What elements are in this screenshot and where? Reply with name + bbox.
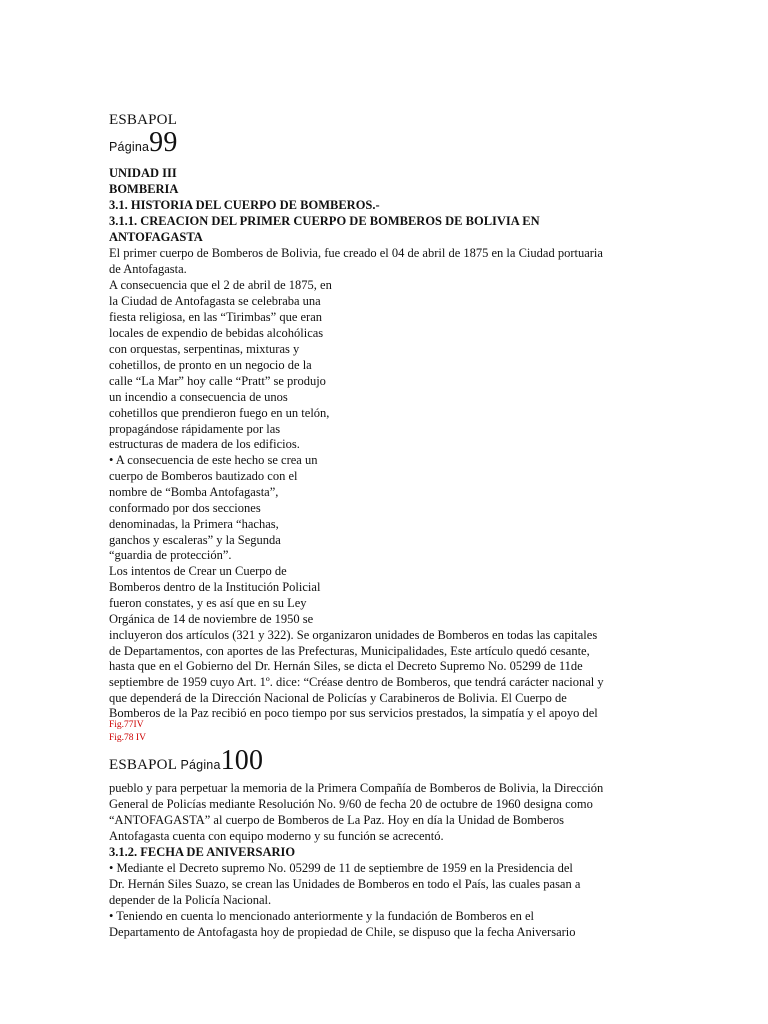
body-line: cohetillos, de pronto en un negocio de la [109, 358, 312, 372]
subsection-heading: 3.1.1. CREACION DEL PRIMER CUERPO DE BOMBEROS DE BOLIVIA EN [109, 214, 540, 228]
body-line: • Mediante el Decreto supremo No. 05299 de 11 de septiembre de 1959 en la Presidencia del [109, 861, 573, 875]
page-number: 100 [220, 745, 264, 776]
body-line: un incendio a consecuencia de unos [109, 390, 288, 404]
body-line: cuerpo de Bomberos bautizado con el [109, 469, 298, 483]
body-line: que dependerá de la Dirección Nacional de Policías y Carabineros de Bolivia. El Cuerpo de [109, 691, 567, 705]
body-line: “ANTOFAGASTA” al cuerpo de Bomberos de La Paz. Hoy en día la Unidad de Bomberos [109, 813, 565, 827]
body-line: Bomberos dentro de la Institución Policial [109, 580, 321, 594]
page-label: Página [180, 758, 221, 772]
running-header: ESBAPOL [109, 112, 178, 128]
figure-reference: Fig.78 IV [109, 733, 146, 743]
body-line: de Departamentos, con aportes de las Prefecturas, Municipalidades, Este artículo quedó cesante, [109, 644, 590, 658]
body-line: Departamento de Antofagasta hoy de propiedad de Chile, se dispuso que la fecha Aniversario [109, 925, 576, 939]
body-line: Orgánica de 14 de noviembre de 1950 se [109, 612, 314, 626]
body-line: propagándose rápidamente por las [109, 422, 281, 436]
body-line: la Ciudad de Antofagasta se celebraba una [109, 294, 321, 308]
page-number: 99 [149, 127, 178, 158]
page-header-2 [109, 745, 264, 776]
body-line: depender de la Policía Nacional. [109, 893, 272, 907]
body-line: pueblo y para perpetuar la memoria de la Primera Compañía de Bomberos de Bolivia, la Dirección [109, 781, 604, 795]
body-line: Dr. Hernán Siles Suazo, se crean las Unidades de Bomberos en todo el País, las cuales pasan a [109, 877, 581, 891]
figure-reference: Fig.77IV [109, 720, 144, 730]
body-line: Bomberos de la Paz recibió en poco tiempo por sus servicios prestados, la simpatía y el apoyo del [109, 706, 598, 720]
running-header: ESBAPOL [109, 757, 177, 773]
body-line: hasta que en el Gobierno del Dr. Hernán Siles, se dicta el Decreto Supremo No. 05299 de 11de [109, 659, 583, 673]
body-line: septiembre de 1959 cuyo Art. 1º. dice: “Créase dentro de Bomberos, que tendrá carácter nacional y [109, 675, 604, 689]
section-heading: 3.1. HISTORIA DEL CUERPO DE BOMBEROS.- [109, 198, 380, 212]
body-line: cohetillos que prendieron fuego en un telón, [109, 406, 330, 420]
body-line: • Teniendo en cuenta lo mencionado anteriormente y la fundación de Bomberos en el [109, 909, 534, 923]
body-line: locales de expendio de bebidas alcohólicas [109, 326, 324, 340]
body-line: de Antofagasta. [109, 262, 187, 276]
body-line: A consecuencia que el 2 de abril de 1875, en [109, 278, 332, 292]
body-line: denominadas, la Primera “hachas, [109, 517, 279, 531]
body-line: • A consecuencia de este hecho se crea un [109, 453, 318, 467]
body-line: Antofagasta cuenta con equipo moderno y su función se acrecentó. [109, 829, 444, 843]
body-line: ganchos y escaleras” y la Segunda [109, 533, 281, 547]
page-number-block [109, 127, 178, 158]
body-line: incluyeron dos artículos (321 y 322). Se organizaron unidades de Bomberos en todas las capitales [109, 628, 598, 642]
body-line: conformado por dos secciones [109, 501, 261, 515]
body-line: General de Policías mediante Resolución No. 9/60 de fecha 20 de octubre de 1960 designa como [109, 797, 593, 811]
body-line: fueron constates, y es así que en su Ley [109, 596, 307, 610]
subsection-heading-cont: ANTOFAGASTA [109, 230, 203, 244]
body-line: calle “La Mar” hoy calle “Pratt” se produjo [109, 374, 326, 388]
body-line: Los intentos de Crear un Cuerpo de [109, 564, 287, 578]
body-line: fiesta religiosa, en las “Tirimbas” que eran [109, 310, 323, 324]
body-line: estructuras de madera de los edificios. [109, 437, 300, 451]
body-line: nombre de “Bomba Antofagasta”, [109, 485, 279, 499]
section-heading: 3.1.2. FECHA DE ANIVERSARIO [109, 845, 296, 859]
body-line: “guardia de protección”. [109, 548, 232, 562]
page-label: Página [109, 140, 150, 154]
body-line: con orquestas, serpentinas, mixturas y [109, 342, 300, 356]
unit-heading: UNIDAD III [109, 166, 177, 180]
body-line: El primer cuerpo de Bomberos de Bolivia, fue creado el 04 de abril de 1875 en la Ciudad portuaria [109, 246, 603, 260]
unit-title: BOMBERIA [109, 182, 179, 196]
